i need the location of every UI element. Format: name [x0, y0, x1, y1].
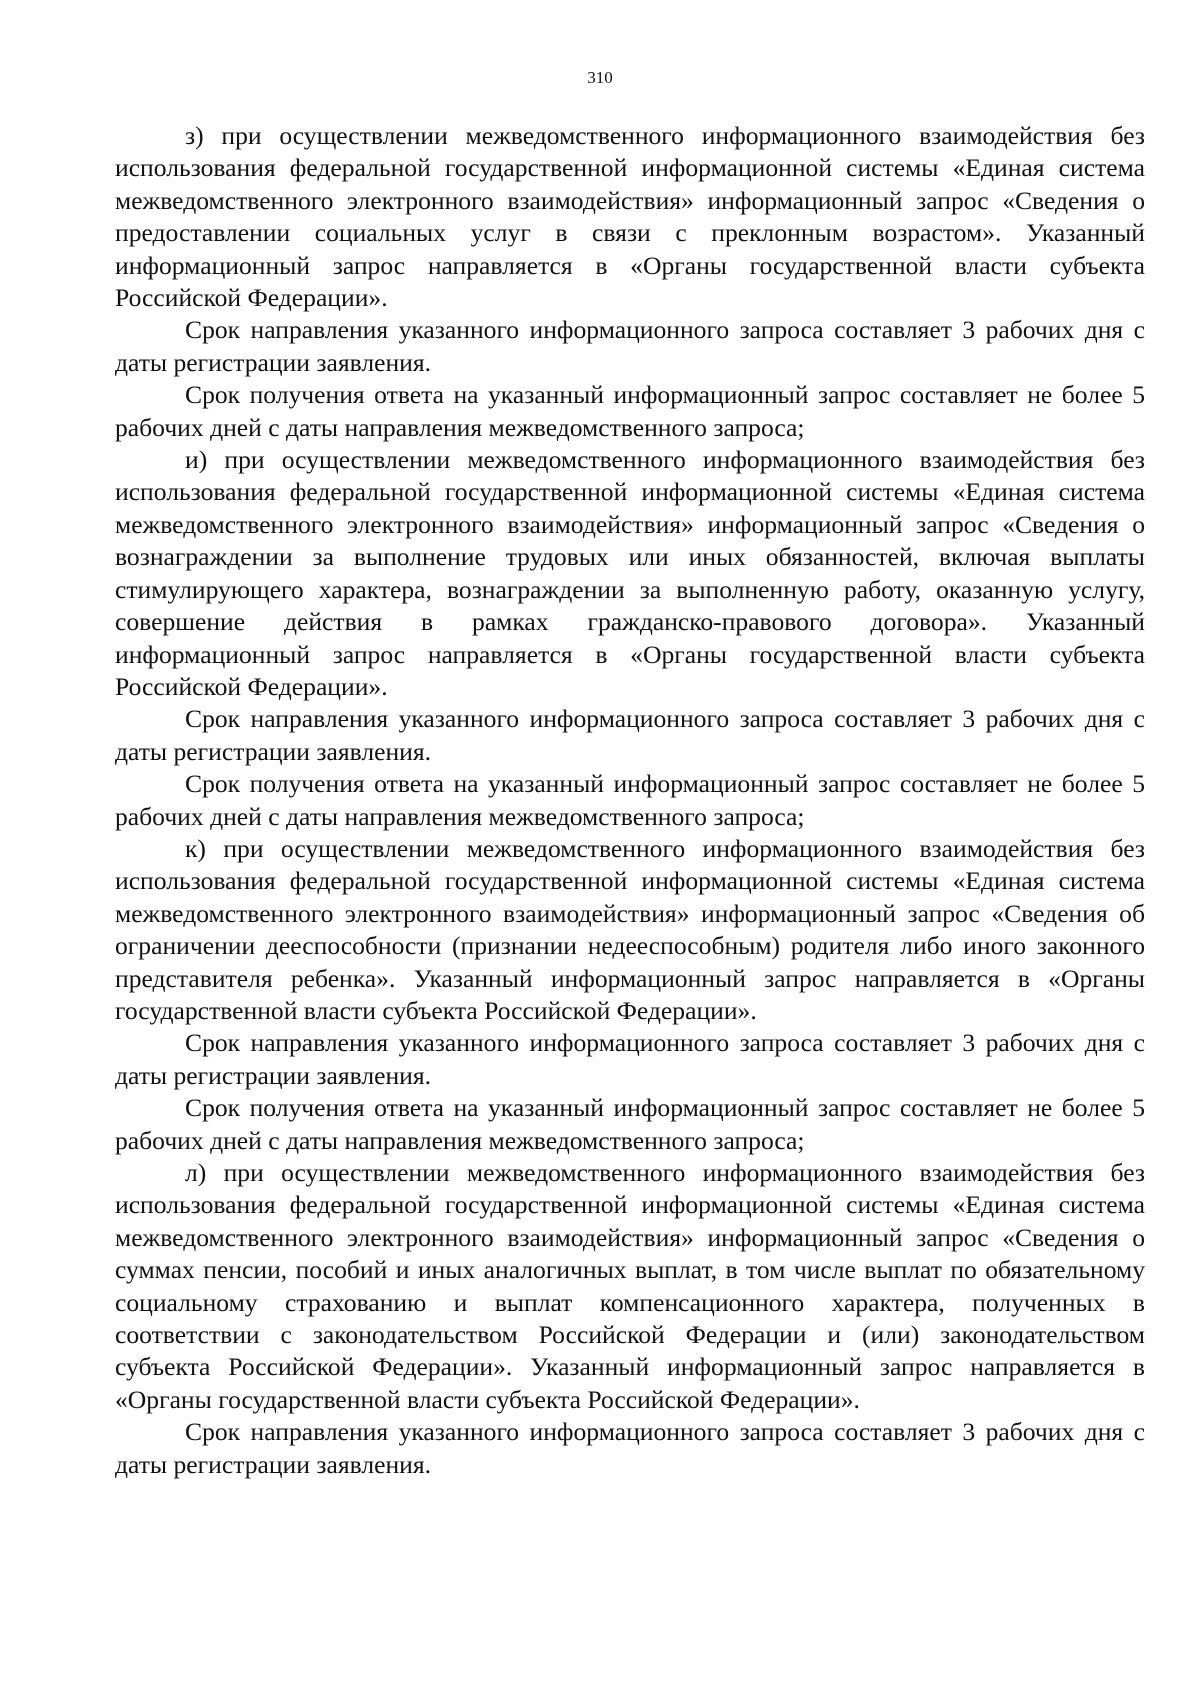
- paragraph-request-deadline: Срок направления указанного информационного запроса составляет 3 рабочих дня с даты регистрации заявления.: [115, 704, 1145, 766]
- page-number: 310: [587, 68, 613, 87]
- document-body: [115, 120, 1145, 1481]
- paragraph-response-deadline: Срок получения ответа на указанный информационный запрос составляет не более 5 рабочих дней с даты направления межведомственного запроса;: [115, 769, 1145, 831]
- paragraph-item-k: к) при осуществлении межведомственного информационного взаимодействия без использования федеральной государственной информационной системы «Единая система межведомственного электронного взаимодействия» информационный запрос «Сведения об ограничении дееспособности (признании недееспособным) родителя либо иного законного представителя ребенка». Указанный информационный запрос направляется в «Органы государственной власти субъекта Российской Федерации».: [115, 833, 1145, 1025]
- paragraph-item-l: л) при осуществлении межведомственного информационного взаимодействия без использования федеральной государственной информационной системы «Единая система межведомственного электронного взаимодействия» информационный запрос «Сведения о суммах пенсии, пособий и иных аналогичных выплат, в том числе выплат по обязательному социальному страхованию и выплат компенсационного характера, полученных в соответствии с законодательством Российской Федерации и (или) законодательством субъекта Российской Федерации». Указанный информационный запрос направляется в «Органы государственной власти субъекта Российской Федерации».: [115, 1158, 1145, 1414]
- paragraph-request-deadline: Срок направления указанного информационного запроса составляет 3 рабочих дня с даты регистрации заявления.: [115, 1028, 1145, 1090]
- paragraph-item-i: и) при осуществлении межведомственного информационного взаимодействия без использования федеральной государственной информационной системы «Единая система межведомственного электронного взаимодействия» информационный запрос «Сведения о вознаграждении за выполнение трудовых или иных обязанностей, включая выплаты стимулирующего характера, вознаграждении за выполненную работу, оказанную услугу, совершение действия в рамках гражданско-правового договора». Указанный информационный запрос направляется в «Органы государственной власти субъекта Российской Федерации».: [115, 445, 1145, 701]
- paragraph-response-deadline: Срок получения ответа на указанный информационный запрос составляет не более 5 рабочих дней с даты направления межведомственного запроса;: [115, 380, 1145, 442]
- paragraph-item-z: з) при осуществлении межведомственного информационного взаимодействия без использования федеральной государственной информационной системы «Единая система межведомственного электронного взаимодействия» информационный запрос «Сведения о предоставлении социальных услуг в связи с преклонным возрастом». Указанный информационный запрос направляется в «Органы государственной власти субъекта Российской Федерации».: [115, 121, 1145, 313]
- paragraph-request-deadline: Срок направления указанного информационного запроса составляет 3 рабочих дня с даты регистрации заявления.: [115, 1417, 1145, 1479]
- paragraph-request-deadline: Срок направления указанного информационного запроса составляет 3 рабочих дня с даты регистрации заявления.: [115, 315, 1145, 377]
- paragraph-response-deadline: Срок получения ответа на указанный информационный запрос составляет не более 5 рабочих дней с даты направления межведомственного запроса;: [115, 1093, 1145, 1155]
